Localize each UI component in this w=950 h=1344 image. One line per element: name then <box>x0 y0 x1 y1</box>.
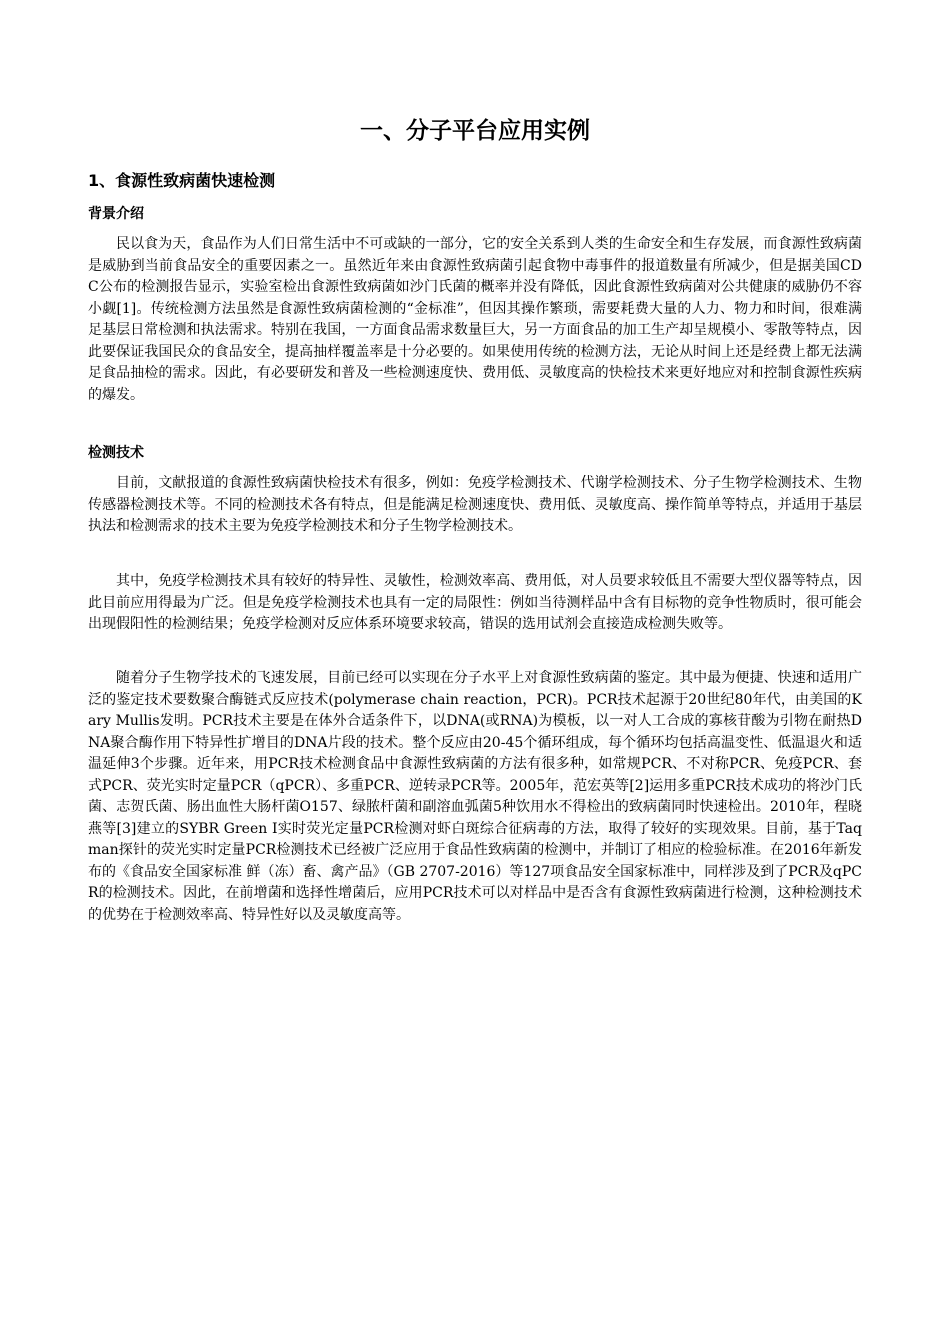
section-heading: 1、食源性致病菌快速检测 <box>88 171 276 190</box>
detection-paragraph-1: 目前，文献报道的食源性致病菌快检技术有很多，例如：免疫学检测技术、代谢学检测技术、分子生物学检测技术、生物传感器检测技术等。不同的检测技术各有特点，但是能满足检测速度快、费用低、灵敏度高、操作简单等特点，并适用于基层执法和检测需求的技术主要为免疫学检测技术和分子生物学检测技术。 <box>88 475 862 534</box>
background-heading: 背景介绍 <box>88 206 144 222</box>
detection-paragraph-3: 随着分子生物学技术的飞速发展，目前已经可以实现在分子水平上对食源性致病菌的鉴定。其中最为便捷、快速和适用广泛的鉴定技术要数聚合酶链式反应技术(polymerase chain reaction，PCR)。PCR技术起源于20世纪80年代，由美国的Kary Mullis发明。PCR技术主要是在体外合适条件下，以DNA(或RNA)为模板，以一对人工合成的寡核苷酸为引物在耐热DNA聚合酶作用下特异性扩增目的DNA片段的技术。整个反应由20-45个循环组成，每个循环均包括高温变性、低温退火和适温延伸3个步骤。近年来，用PCR技术检测食品中食源性致病菌的方法有很多种，如常规PCR、不对称PCR、免疫PCR、套式PCR、荧光实时定量PCR（qPCR）、多重PCR、逆转录PCR等。2005年，范宏英等[2]运用多重PCR技术成功的将沙门氏菌、志贺氏菌、肠出血性大肠杆菌O157、绿脓杆菌和副溶血弧菌5种饮用水不得检出的致病菌同时快速检出。2010年，程晓燕等[3]建立的SYBR Green I实时荧光定量PCR检测对虾白斑综合征病毒的方法，取得了较好的实现效果。目前，基于Taqman探针的荧光实时定量PCR检测技术已经被广泛应用于食品性致病菌的检测中，并制订了相应的检验标准。在2016年新发布的《食品安全国家标准 鲜（冻）畜、禽产品》（GB 2707-2016）等127项食品安全国家标准中，同样涉及到了PCR及qPCR的检测技术。因此，在前增菌和选择性增菌后，应用PCR技术可以对样品中是否含有食源性致病菌进行检测，这种检测技术的优势在于检测效率高、特异性好以及灵敏度高等。 <box>88 670 862 923</box>
detection-heading: 检测技术 <box>88 445 144 461</box>
detection-paragraph-2: 其中，免疫学检测技术具有较好的特异性、灵敏性，检测效率高、费用低，对人员要求较低且不需要大型仪器等特点，因此目前应用得最为广泛。但是免疫学检测技术也具有一定的局限性：例如当待测样品中含有目标物的竞争性物质时，很可能会出现假阳性的检测结果；免疫学检测对反应体系环境要求较高，错误的选用试剂会直接造成检测失败等。 <box>88 573 862 632</box>
background-paragraph: 民以食为天，食品作为人们日常生活中不可或缺的一部分，它的安全关系到人类的生命安全和生存发展，而食源性致病菌是威胁到当前食品安全的重要因素之一。虽然近年来由食源性致病菌引起食物中毒事件的报道数量有所减少，但是据美国CDC公布的检测报告显示，实验室检出食源性致病菌如沙门氏菌的概率并没有降低，因此食源性致病菌对公共健康的威胁仍不容小觑[1]。传统检测方法虽然是食源性致病菌检测的“金标准”，但因其操作繁琐，需要耗费大量的人力、物力和时间，很难满足基层日常检测和执法需求。特别在我国，一方面食品需求数量巨大，另一方面食品的加工生产却呈规模小、零散等特点，因此要保证我国民众的食品安全，提高抽样覆盖率是十分必要的。如果使用传统的检测方法，无论从时间上还是经费上都无法满足食品抽检的需求。因此，有必要研发和普及一些检测速度快、费用低、灵敏度高的快检技术来更好地应对和控制食源性疾病的爆发。 <box>88 236 862 403</box>
page-title: 一、分子平台应用实例 <box>360 118 590 144</box>
